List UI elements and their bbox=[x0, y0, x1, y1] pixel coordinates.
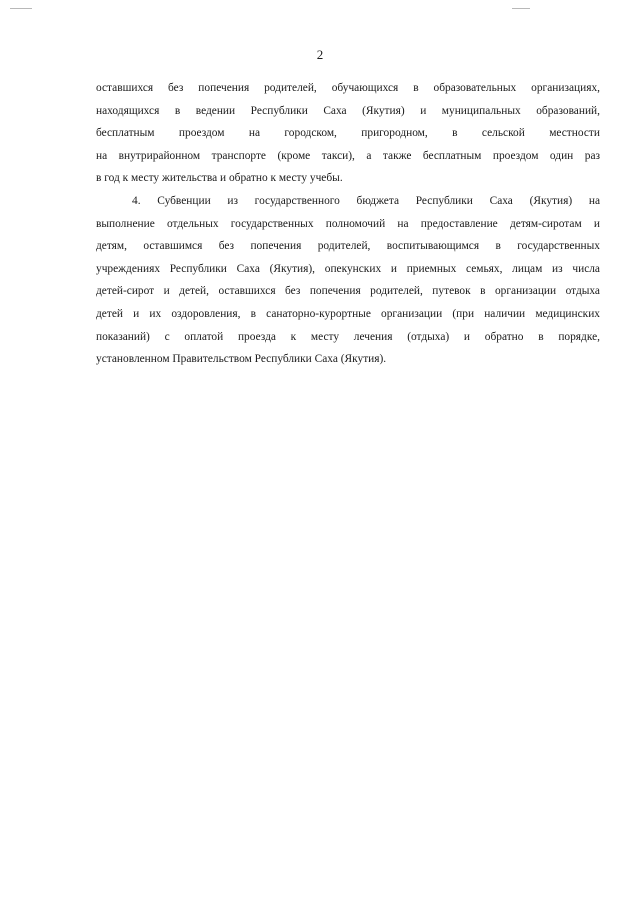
paragraph-line: 4. Субвенции из государственного бюджета Республики Саха (Якутия) на bbox=[132, 195, 600, 207]
paragraph-line: показаний) с оплатой проезда к месту лечения (отдыха) и обратно в порядке, bbox=[96, 330, 600, 343]
scan-artifact-right bbox=[512, 8, 530, 9]
paragraph-line: детей и их оздоровления, в санаторно-курортные организации (при наличии медицинских bbox=[96, 307, 600, 320]
page-number: 2 bbox=[316, 47, 324, 62]
scan-artifact-left bbox=[10, 8, 32, 9]
paragraph-line: установленном Правительством Республики Саха (Якутия). bbox=[96, 353, 387, 366]
paragraph-line: учреждениях Республики Саха (Якутия), опекунских и приемных семьях, лицам из числа bbox=[96, 262, 600, 275]
paragraph-line: бесплатным проездом на городском, пригородном, в сельской местности bbox=[96, 127, 600, 140]
paragraph-line: на внутрирайонном транспорте (кроме такси), а также бесплатным проездом один раз bbox=[96, 149, 600, 162]
paragraph-line: выполнение отдельных государственных полномочий на предоставление детям-сиротам и bbox=[96, 217, 600, 230]
paragraph-line: оставшихся без попечения родителей, обучающихся в образовательных организациях, bbox=[96, 82, 600, 94]
paragraph-line: детям, оставшимся без попечения родителей, воспитывающимся в государственных bbox=[96, 240, 600, 253]
paragraph-line: детей-сирот и детей, оставшихся без попечения родителей, путевок в организации отдыха bbox=[96, 285, 600, 298]
paragraph-line: в год к месту жительства и обратно к месту учебы. bbox=[96, 172, 343, 185]
paragraph-continuation bbox=[96, 77, 600, 190]
paragraph-line: находящихся в ведении Республики Саха (Якутия) и муниципальных образований, bbox=[96, 104, 600, 117]
paragraph-item-4 bbox=[96, 190, 600, 371]
